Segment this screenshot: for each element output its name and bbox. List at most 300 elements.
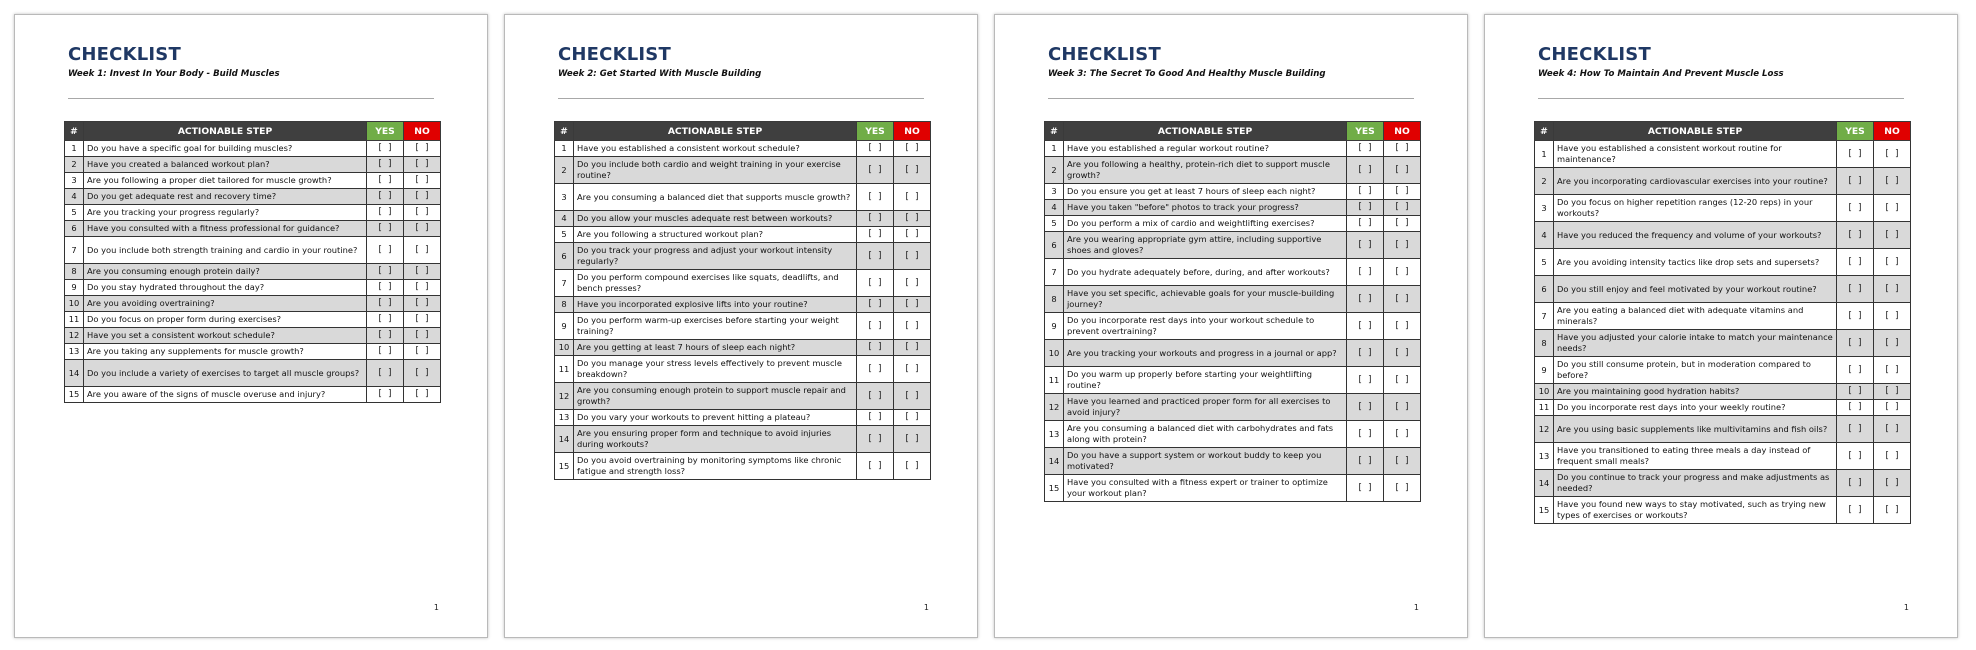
step-number: 14 xyxy=(65,360,84,387)
yes-checkbox[interactable]: [ ] xyxy=(857,453,894,480)
yes-checkbox[interactable]: [ ] xyxy=(1347,141,1384,157)
step-number: 2 xyxy=(65,157,84,173)
step-text: Do you include both cardio and weight training in your exercise routine? xyxy=(574,157,857,184)
step-number: 10 xyxy=(65,296,84,312)
no-checkbox[interactable]: [ ] xyxy=(1384,157,1421,184)
yes-checkbox[interactable]: [ ] xyxy=(857,297,894,313)
yes-checkbox[interactable]: [ ] xyxy=(1347,475,1384,502)
no-checkbox[interactable]: [ ] xyxy=(1384,340,1421,367)
yes-checkbox[interactable]: [ ] xyxy=(367,237,404,264)
yes-checkbox[interactable]: [ ] xyxy=(367,328,404,344)
step-text: Do you incorporate rest days into your weekly routine? xyxy=(1554,400,1837,416)
no-checkbox[interactable]: [ ] xyxy=(1874,470,1911,497)
yes-checkbox[interactable]: [ ] xyxy=(857,243,894,270)
yes-checkbox[interactable]: [ ] xyxy=(1837,195,1874,222)
table-row xyxy=(1535,443,1911,470)
table-row xyxy=(65,264,441,280)
table-row xyxy=(1045,200,1421,216)
table-row xyxy=(1535,357,1911,384)
step-text: Are you consuming a balanced diet with carbohydrates and fats along with protein? xyxy=(1064,421,1347,448)
step-number: 10 xyxy=(555,340,574,356)
no-checkbox[interactable]: [ ] xyxy=(404,157,441,173)
step-number: 14 xyxy=(1535,470,1554,497)
document-page xyxy=(1484,14,1958,638)
table-row xyxy=(65,360,441,387)
header-number: # xyxy=(1535,122,1554,141)
step-text: Are you avoiding overtraining? xyxy=(84,296,367,312)
table-header-row xyxy=(1535,122,1911,141)
no-checkbox[interactable]: [ ] xyxy=(894,453,931,480)
step-text: Do you incorporate rest days into your workout schedule to prevent overtraining? xyxy=(1064,313,1347,340)
table-row xyxy=(1045,340,1421,367)
yes-checkbox[interactable]: [ ] xyxy=(1837,330,1874,357)
no-checkbox[interactable]: [ ] xyxy=(1874,195,1911,222)
step-text: Are you following a healthy, protein-rich diet to support muscle growth? xyxy=(1064,157,1347,184)
yes-checkbox[interactable]: [ ] xyxy=(1347,367,1384,394)
step-number: 12 xyxy=(555,383,574,410)
no-checkbox[interactable]: [ ] xyxy=(1384,200,1421,216)
table-row xyxy=(555,313,931,340)
table-row xyxy=(1045,421,1421,448)
step-text: Are you following a structured workout plan? xyxy=(574,227,857,243)
yes-checkbox[interactable]: [ ] xyxy=(1837,303,1874,330)
header-actionable-step: ACTIONABLE STEP xyxy=(84,122,367,141)
yes-checkbox[interactable]: [ ] xyxy=(1347,286,1384,313)
yes-checkbox[interactable]: [ ] xyxy=(857,410,894,426)
week-subtitle: Week 2: Get Started With Muscle Building xyxy=(558,69,762,79)
no-checkbox[interactable]: [ ] xyxy=(404,328,441,344)
week-subtitle: Week 1: Invest In Your Body - Build Muscles xyxy=(68,69,280,79)
step-number: 3 xyxy=(1535,195,1554,222)
step-text: Are you taking any supplements for muscle growth? xyxy=(84,344,367,360)
no-checkbox[interactable]: [ ] xyxy=(894,270,931,297)
no-checkbox[interactable]: [ ] xyxy=(1874,400,1911,416)
yes-checkbox[interactable]: [ ] xyxy=(1837,249,1874,276)
yes-checkbox[interactable]: [ ] xyxy=(857,227,894,243)
step-text: Do you focus on higher repetition ranges (12-20 reps) in your workouts? xyxy=(1554,195,1837,222)
step-number: 3 xyxy=(1045,184,1064,200)
step-text: Do you have a support system or workout buddy to keep you motivated? xyxy=(1064,448,1347,475)
no-checkbox[interactable]: [ ] xyxy=(1384,421,1421,448)
step-number: 13 xyxy=(65,344,84,360)
yes-checkbox[interactable]: [ ] xyxy=(857,157,894,184)
yes-checkbox[interactable]: [ ] xyxy=(1347,216,1384,232)
document-page xyxy=(994,14,1468,638)
table-row xyxy=(1045,216,1421,232)
yes-checkbox[interactable]: [ ] xyxy=(1347,421,1384,448)
table-row xyxy=(1045,394,1421,421)
no-checkbox[interactable]: [ ] xyxy=(1384,184,1421,200)
step-number: 5 xyxy=(555,227,574,243)
no-checkbox[interactable]: [ ] xyxy=(1384,313,1421,340)
step-number: 7 xyxy=(555,270,574,297)
no-checkbox[interactable]: [ ] xyxy=(404,344,441,360)
step-text: Do you focus on proper form during exercises? xyxy=(84,312,367,328)
table-row xyxy=(65,280,441,296)
table-row xyxy=(555,356,931,383)
no-checkbox[interactable]: [ ] xyxy=(404,221,441,237)
step-text: Have you consulted with a fitness professional for guidance? xyxy=(84,221,367,237)
step-text: Do you have a specific goal for building muscles? xyxy=(84,141,367,157)
step-number: 7 xyxy=(1535,303,1554,330)
yes-checkbox[interactable]: [ ] xyxy=(857,426,894,453)
yes-checkbox[interactable]: [ ] xyxy=(367,221,404,237)
step-text: Have you established a consistent workout routine for maintenance? xyxy=(1554,141,1837,168)
step-text: Do you ensure you get at least 7 hours of sleep each night? xyxy=(1064,184,1347,200)
yes-checkbox[interactable]: [ ] xyxy=(1347,200,1384,216)
header-no: NO xyxy=(894,122,931,141)
table-row xyxy=(1535,249,1911,276)
step-number: 8 xyxy=(555,297,574,313)
no-checkbox[interactable]: [ ] xyxy=(1874,497,1911,524)
yes-checkbox[interactable]: [ ] xyxy=(367,344,404,360)
step-text: Are you following a proper diet tailored for muscle growth? xyxy=(84,173,367,189)
table-row xyxy=(65,221,441,237)
table-row xyxy=(1535,470,1911,497)
no-checkbox[interactable]: [ ] xyxy=(894,243,931,270)
no-checkbox[interactable]: [ ] xyxy=(894,410,931,426)
no-checkbox[interactable]: [ ] xyxy=(894,340,931,356)
no-checkbox[interactable]: [ ] xyxy=(894,141,931,157)
step-text: Have you consulted with a fitness expert or trainer to optimize your workout plan? xyxy=(1064,475,1347,502)
table-row xyxy=(1535,416,1911,443)
page-number: 1 xyxy=(1903,603,1909,612)
no-checkbox[interactable]: [ ] xyxy=(404,264,441,280)
header-no: NO xyxy=(1384,122,1421,141)
checklist-body xyxy=(1535,141,1911,524)
no-checkbox[interactable]: [ ] xyxy=(1874,357,1911,384)
no-checkbox[interactable]: [ ] xyxy=(1874,222,1911,249)
table-row xyxy=(1535,195,1911,222)
yes-checkbox[interactable]: [ ] xyxy=(1837,384,1874,400)
table-row xyxy=(1045,367,1421,394)
step-text: Do you perform compound exercises like squats, deadlifts, and bench presses? xyxy=(574,270,857,297)
no-checkbox[interactable]: [ ] xyxy=(894,211,931,227)
no-checkbox[interactable]: [ ] xyxy=(894,297,931,313)
yes-checkbox[interactable]: [ ] xyxy=(857,270,894,297)
checklist-body xyxy=(1045,141,1421,502)
no-checkbox[interactable]: [ ] xyxy=(1384,232,1421,259)
table-row xyxy=(1045,475,1421,502)
checklist-table xyxy=(1534,121,1911,524)
step-number: 4 xyxy=(1535,222,1554,249)
step-text: Have you created a balanced workout plan? xyxy=(84,157,367,173)
table-header-row xyxy=(1045,122,1421,141)
header-no: NO xyxy=(1874,122,1911,141)
week-subtitle: Week 3: The Secret To Good And Healthy Muscle Building xyxy=(1048,69,1326,79)
yes-checkbox[interactable]: [ ] xyxy=(1837,497,1874,524)
yes-checkbox[interactable]: [ ] xyxy=(367,264,404,280)
step-number: 10 xyxy=(1045,340,1064,367)
step-text: Have you incorporated explosive lifts into your routine? xyxy=(574,297,857,313)
no-checkbox[interactable]: [ ] xyxy=(894,426,931,453)
week-subtitle: Week 4: How To Maintain And Prevent Muscle Loss xyxy=(1538,69,1784,79)
step-text: Have you established a consistent workout schedule? xyxy=(574,141,857,157)
yes-checkbox[interactable]: [ ] xyxy=(857,383,894,410)
no-checkbox[interactable]: [ ] xyxy=(894,157,931,184)
table-row xyxy=(555,211,931,227)
no-checkbox[interactable]: [ ] xyxy=(894,356,931,383)
step-text: Are you aware of the signs of muscle overuse and injury? xyxy=(84,387,367,403)
yes-checkbox[interactable]: [ ] xyxy=(1347,340,1384,367)
step-text: Do you continue to track your progress and make adjustments as needed? xyxy=(1554,470,1837,497)
step-number: 7 xyxy=(1045,259,1064,286)
no-checkbox[interactable]: [ ] xyxy=(404,280,441,296)
table-row xyxy=(1045,313,1421,340)
step-number: 15 xyxy=(65,387,84,403)
step-number: 4 xyxy=(65,189,84,205)
yes-checkbox[interactable]: [ ] xyxy=(1347,394,1384,421)
no-checkbox[interactable]: [ ] xyxy=(894,227,931,243)
header-yes: YES xyxy=(857,122,894,141)
checklist-title: CHECKLIST xyxy=(68,44,181,65)
step-number: 9 xyxy=(65,280,84,296)
table-row xyxy=(65,296,441,312)
step-text: Have you taken "before" photos to track your progress? xyxy=(1064,200,1347,216)
step-text: Are you consuming a balanced diet that supports muscle growth? xyxy=(574,184,857,211)
step-text: Have you reduced the frequency and volume of your workouts? xyxy=(1554,222,1837,249)
table-row xyxy=(1045,259,1421,286)
document-page xyxy=(14,14,488,638)
step-number: 3 xyxy=(555,184,574,211)
table-row xyxy=(555,227,931,243)
step-text: Do you allow your muscles adequate rest between workouts? xyxy=(574,211,857,227)
yes-checkbox[interactable]: [ ] xyxy=(367,141,404,157)
step-text: Do you include a variety of exercises to target all muscle groups? xyxy=(84,360,367,387)
yes-checkbox[interactable]: [ ] xyxy=(367,360,404,387)
yes-checkbox[interactable]: [ ] xyxy=(1347,448,1384,475)
yes-checkbox[interactable]: [ ] xyxy=(857,211,894,227)
step-number: 14 xyxy=(555,426,574,453)
yes-checkbox[interactable]: [ ] xyxy=(1837,416,1874,443)
yes-checkbox[interactable]: [ ] xyxy=(1837,470,1874,497)
checklist-body xyxy=(65,141,441,403)
no-checkbox[interactable]: [ ] xyxy=(1874,141,1911,168)
yes-checkbox[interactable]: [ ] xyxy=(1347,259,1384,286)
checklist-table xyxy=(554,121,931,480)
yes-checkbox[interactable]: [ ] xyxy=(857,184,894,211)
step-number: 7 xyxy=(65,237,84,264)
header-number: # xyxy=(65,122,84,141)
yes-checkbox[interactable]: [ ] xyxy=(857,340,894,356)
step-number: 13 xyxy=(1535,443,1554,470)
page-number: 1 xyxy=(1413,603,1419,612)
step-number: 13 xyxy=(555,410,574,426)
no-checkbox[interactable]: [ ] xyxy=(1384,286,1421,313)
step-text: Are you consuming enough protein to support muscle repair and growth? xyxy=(574,383,857,410)
no-checkbox[interactable]: [ ] xyxy=(1874,168,1911,195)
table-row xyxy=(555,243,931,270)
yes-checkbox[interactable]: [ ] xyxy=(857,141,894,157)
table-row xyxy=(555,453,931,480)
title-divider xyxy=(68,98,434,99)
step-number: 15 xyxy=(1535,497,1554,524)
table-row xyxy=(65,141,441,157)
table-row xyxy=(555,141,931,157)
table-row xyxy=(1535,330,1911,357)
no-checkbox[interactable]: [ ] xyxy=(404,173,441,189)
table-row xyxy=(555,410,931,426)
header-yes: YES xyxy=(367,122,404,141)
no-checkbox[interactable]: [ ] xyxy=(404,360,441,387)
title-divider xyxy=(1538,98,1904,99)
no-checkbox[interactable]: [ ] xyxy=(404,312,441,328)
step-number: 9 xyxy=(555,313,574,340)
step-number: 11 xyxy=(1045,367,1064,394)
yes-checkbox[interactable]: [ ] xyxy=(1837,276,1874,303)
no-checkbox[interactable]: [ ] xyxy=(1384,259,1421,286)
no-checkbox[interactable]: [ ] xyxy=(1874,303,1911,330)
step-number: 8 xyxy=(65,264,84,280)
step-number: 9 xyxy=(1535,357,1554,384)
header-number: # xyxy=(1045,122,1064,141)
step-text: Have you set specific, achievable goals for your muscle-building journey? xyxy=(1064,286,1347,313)
no-checkbox[interactable]: [ ] xyxy=(1384,367,1421,394)
step-text: Have you adjusted your calorie intake to match your maintenance needs? xyxy=(1554,330,1837,357)
no-checkbox[interactable]: [ ] xyxy=(894,313,931,340)
no-checkbox[interactable]: [ ] xyxy=(1384,475,1421,502)
table-row xyxy=(65,173,441,189)
no-checkbox[interactable]: [ ] xyxy=(1874,249,1911,276)
yes-checkbox[interactable]: [ ] xyxy=(1837,141,1874,168)
no-checkbox[interactable]: [ ] xyxy=(404,237,441,264)
table-row xyxy=(1535,384,1911,400)
yes-checkbox[interactable]: [ ] xyxy=(1837,400,1874,416)
yes-checkbox[interactable]: [ ] xyxy=(367,173,404,189)
step-number: 4 xyxy=(1045,200,1064,216)
yes-checkbox[interactable]: [ ] xyxy=(367,157,404,173)
title-divider xyxy=(1048,98,1414,99)
yes-checkbox[interactable]: [ ] xyxy=(1837,443,1874,470)
page-number: 1 xyxy=(923,603,929,612)
no-checkbox[interactable]: [ ] xyxy=(404,387,441,403)
yes-checkbox[interactable]: [ ] xyxy=(1837,168,1874,195)
no-checkbox[interactable]: [ ] xyxy=(1874,416,1911,443)
step-number: 5 xyxy=(1535,249,1554,276)
step-number: 2 xyxy=(555,157,574,184)
yes-checkbox[interactable]: [ ] xyxy=(1347,232,1384,259)
step-number: 12 xyxy=(65,328,84,344)
step-number: 6 xyxy=(65,221,84,237)
no-checkbox[interactable]: [ ] xyxy=(1874,384,1911,400)
no-checkbox[interactable]: [ ] xyxy=(404,296,441,312)
table-row xyxy=(555,157,931,184)
step-text: Are you ensuring proper form and technique to avoid injuries during workouts? xyxy=(574,426,857,453)
yes-checkbox[interactable]: [ ] xyxy=(1347,157,1384,184)
header-actionable-step: ACTIONABLE STEP xyxy=(574,122,857,141)
step-text: Have you transitioned to eating three meals a day instead of frequent small meals? xyxy=(1554,443,1837,470)
yes-checkbox[interactable]: [ ] xyxy=(1837,357,1874,384)
yes-checkbox[interactable]: [ ] xyxy=(367,205,404,221)
checklist-body xyxy=(555,141,931,480)
step-text: Do you vary your workouts to prevent hitting a plateau? xyxy=(574,410,857,426)
no-checkbox[interactable]: [ ] xyxy=(1384,141,1421,157)
table-row xyxy=(1045,232,1421,259)
step-number: 14 xyxy=(1045,448,1064,475)
step-text: Do you still consume protein, but in moderation compared to before? xyxy=(1554,357,1837,384)
table-row xyxy=(555,297,931,313)
step-number: 6 xyxy=(555,243,574,270)
step-number: 11 xyxy=(555,356,574,383)
yes-checkbox[interactable]: [ ] xyxy=(367,280,404,296)
yes-checkbox[interactable]: [ ] xyxy=(367,296,404,312)
yes-checkbox[interactable]: [ ] xyxy=(857,356,894,383)
document-page xyxy=(504,14,978,638)
table-row xyxy=(1045,184,1421,200)
step-number: 5 xyxy=(65,205,84,221)
no-checkbox[interactable]: [ ] xyxy=(1384,448,1421,475)
table-row xyxy=(1535,168,1911,195)
no-checkbox[interactable]: [ ] xyxy=(404,205,441,221)
table-row xyxy=(65,157,441,173)
step-number: 4 xyxy=(555,211,574,227)
title-divider xyxy=(558,98,924,99)
table-row xyxy=(65,387,441,403)
step-number: 8 xyxy=(1045,286,1064,313)
table-row xyxy=(555,426,931,453)
step-text: Do you still enjoy and feel motivated by your workout routine? xyxy=(1554,276,1837,303)
no-checkbox[interactable]: [ ] xyxy=(1384,216,1421,232)
yes-checkbox[interactable]: [ ] xyxy=(857,313,894,340)
step-number: 3 xyxy=(65,173,84,189)
step-number: 15 xyxy=(1045,475,1064,502)
step-number: 1 xyxy=(1045,141,1064,157)
no-checkbox[interactable]: [ ] xyxy=(1384,394,1421,421)
yes-checkbox[interactable]: [ ] xyxy=(1347,184,1384,200)
step-text: Have you learned and practiced proper form for all exercises to avoid injury? xyxy=(1064,394,1347,421)
no-checkbox[interactable]: [ ] xyxy=(1874,443,1911,470)
step-text: Do you avoid overtraining by monitoring symptoms like chronic fatigue and strength loss? xyxy=(574,453,857,480)
no-checkbox[interactable]: [ ] xyxy=(1874,330,1911,357)
step-text: Are you avoiding intensity tactics like drop sets and supersets? xyxy=(1554,249,1837,276)
step-number: 2 xyxy=(1045,157,1064,184)
step-number: 1 xyxy=(555,141,574,157)
table-row xyxy=(65,344,441,360)
step-text: Are you wearing appropriate gym attire, including supportive shoes and gloves? xyxy=(1064,232,1347,259)
step-text: Do you get adequate rest and recovery time? xyxy=(84,189,367,205)
step-text: Do you manage your stress levels effectively to prevent muscle breakdown? xyxy=(574,356,857,383)
yes-checkbox[interactable]: [ ] xyxy=(367,387,404,403)
table-row xyxy=(555,270,931,297)
table-row xyxy=(1045,448,1421,475)
table-row xyxy=(65,205,441,221)
yes-checkbox[interactable]: [ ] xyxy=(367,312,404,328)
step-text: Do you hydrate adequately before, during, and after workouts? xyxy=(1064,259,1347,286)
yes-checkbox[interactable]: [ ] xyxy=(367,189,404,205)
no-checkbox[interactable]: [ ] xyxy=(404,141,441,157)
no-checkbox[interactable]: [ ] xyxy=(894,184,931,211)
table-row xyxy=(65,189,441,205)
step-number: 10 xyxy=(1535,384,1554,400)
no-checkbox[interactable]: [ ] xyxy=(404,189,441,205)
step-text: Do you track your progress and adjust your workout intensity regularly? xyxy=(574,243,857,270)
no-checkbox[interactable]: [ ] xyxy=(894,383,931,410)
table-row xyxy=(555,383,931,410)
table-row xyxy=(1045,157,1421,184)
yes-checkbox[interactable]: [ ] xyxy=(1837,222,1874,249)
table-row xyxy=(1535,141,1911,168)
header-no: NO xyxy=(404,122,441,141)
step-text: Have you found new ways to stay motivated, such as trying new types of exercises or workouts? xyxy=(1554,497,1837,524)
step-number: 2 xyxy=(1535,168,1554,195)
no-checkbox[interactable]: [ ] xyxy=(1874,276,1911,303)
table-row xyxy=(555,184,931,211)
yes-checkbox[interactable]: [ ] xyxy=(1347,313,1384,340)
page-number: 1 xyxy=(433,603,439,612)
header-actionable-step: ACTIONABLE STEP xyxy=(1554,122,1837,141)
step-text: Are you eating a balanced diet with adequate vitamins and minerals? xyxy=(1554,303,1837,330)
step-number: 12 xyxy=(1045,394,1064,421)
